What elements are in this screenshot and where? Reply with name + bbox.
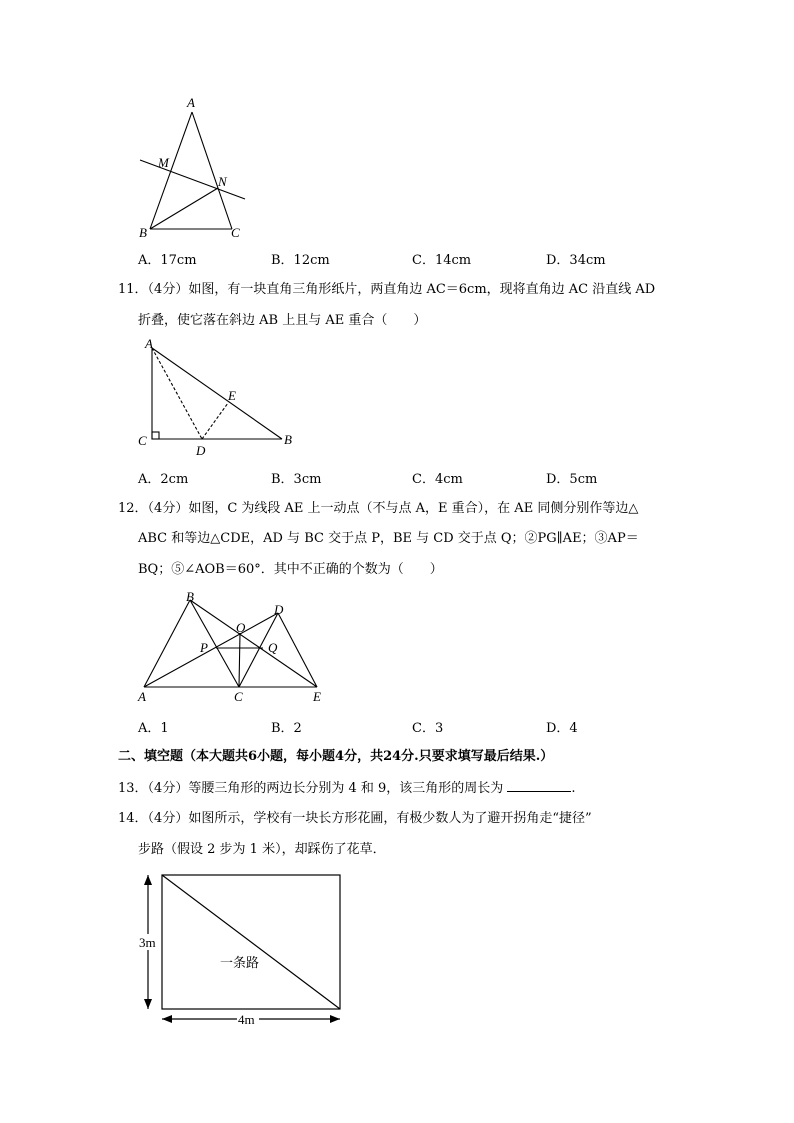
- q13-stem: [118, 779, 576, 798]
- q12-stem-line3: BQ；⑤∠AOB＝60°．其中不正确的个数为（ ）: [138, 562, 443, 577]
- section-heading-fill-in: 二、填空题（本大题共6小题，每小题4分，共24分.只要求填写最后结果.）: [118, 749, 554, 764]
- q10-option-c: C．14cm: [412, 253, 472, 268]
- q10-option-b: B．12cm: [271, 253, 330, 268]
- fold-line-ad: [152, 348, 202, 439]
- label-p: P: [200, 640, 208, 655]
- q11-option-a: A．2cm: [138, 472, 189, 487]
- q13-text: 13．（4分）等腰三角形的两边长分别为 4 和 9，该三角形的周长为: [118, 781, 504, 796]
- label-b: B: [139, 225, 147, 240]
- label-c: C: [231, 225, 240, 240]
- label-b: B: [284, 432, 292, 447]
- q13-answer-blank[interactable]: [507, 779, 571, 792]
- segment-ac: [192, 112, 232, 229]
- figure-q12: [132, 588, 332, 708]
- q12-stem-line1: 12．（4分）如图，C 为线段 AE 上一动点（不与点 A，E 重合），在 AE 同侧分别作等边△: [118, 501, 639, 516]
- label-c: C: [138, 433, 147, 448]
- label-e: E: [313, 689, 321, 704]
- width-label: 4m: [238, 1012, 255, 1027]
- q11-option-b: B．3cm: [271, 472, 322, 487]
- segment-de: [202, 403, 228, 439]
- q12-option-d: D．4: [546, 721, 578, 736]
- q11-option-d: D．5cm: [546, 472, 598, 487]
- q12-option-a: A．1: [138, 721, 169, 736]
- q13-end: .: [571, 781, 576, 796]
- height-arrow-top: [144, 875, 152, 885]
- figure-q14: [135, 868, 375, 1033]
- right-angle-mark: [152, 432, 159, 439]
- q12-option-c: C．3: [412, 721, 444, 736]
- width-arrow-left: [162, 1015, 172, 1023]
- q10-option-a: A．17cm: [138, 253, 197, 268]
- q14-stem-line2: 步路（假设 2 步为 1 米），却踩伤了花草．: [138, 842, 386, 857]
- label-d: D: [274, 602, 284, 617]
- segment-bn: [150, 188, 218, 229]
- figure-q11: [132, 336, 307, 461]
- diagonal-path: [162, 875, 340, 1009]
- line-mn: [140, 160, 245, 199]
- width-arrow-right: [330, 1015, 340, 1023]
- label-e: E: [228, 388, 236, 403]
- label-a: A: [145, 336, 153, 351]
- label-a: A: [138, 689, 146, 704]
- label-a: A: [187, 95, 195, 110]
- segment-ab: [152, 348, 282, 439]
- segment-ab: [150, 112, 192, 229]
- q11-option-c: C．4cm: [412, 472, 463, 487]
- q11-stem-line2: 折叠，使它落在斜边 AB 上且与 AE 重合（ ）: [138, 313, 427, 328]
- q14-stem-line1: 14．（4分）如图所示，学校有一块长方形花圃，有极少数人为了避开拐角走“捷径”: [118, 811, 592, 826]
- path-label: 一条路: [220, 955, 260, 970]
- label-d: D: [196, 443, 206, 458]
- label-c: C: [234, 689, 243, 704]
- q11-stem-line1: 11．（4分）如图，有一块直角三角形纸片，两直角边 AC＝6cm，现将直角边 AC 沿直线 AD: [118, 282, 656, 297]
- label-o: O: [236, 620, 246, 635]
- height-label: 3m: [139, 935, 156, 950]
- label-n: N: [218, 174, 227, 189]
- q12-stem-line2: ABC 和等边△CDE，AD 与 BC 交于点 P，BE 与 CD 交于点 Q；②PG∥AE；③AP＝: [138, 531, 639, 546]
- label-m: M: [158, 155, 169, 170]
- q12-option-b: B．2: [271, 721, 302, 736]
- figure-q10: [130, 92, 260, 242]
- label-q: Q: [268, 640, 278, 655]
- label-b: B: [186, 589, 194, 604]
- height-arrow-bottom: [144, 999, 152, 1009]
- q10-option-d: D．34cm: [546, 253, 606, 268]
